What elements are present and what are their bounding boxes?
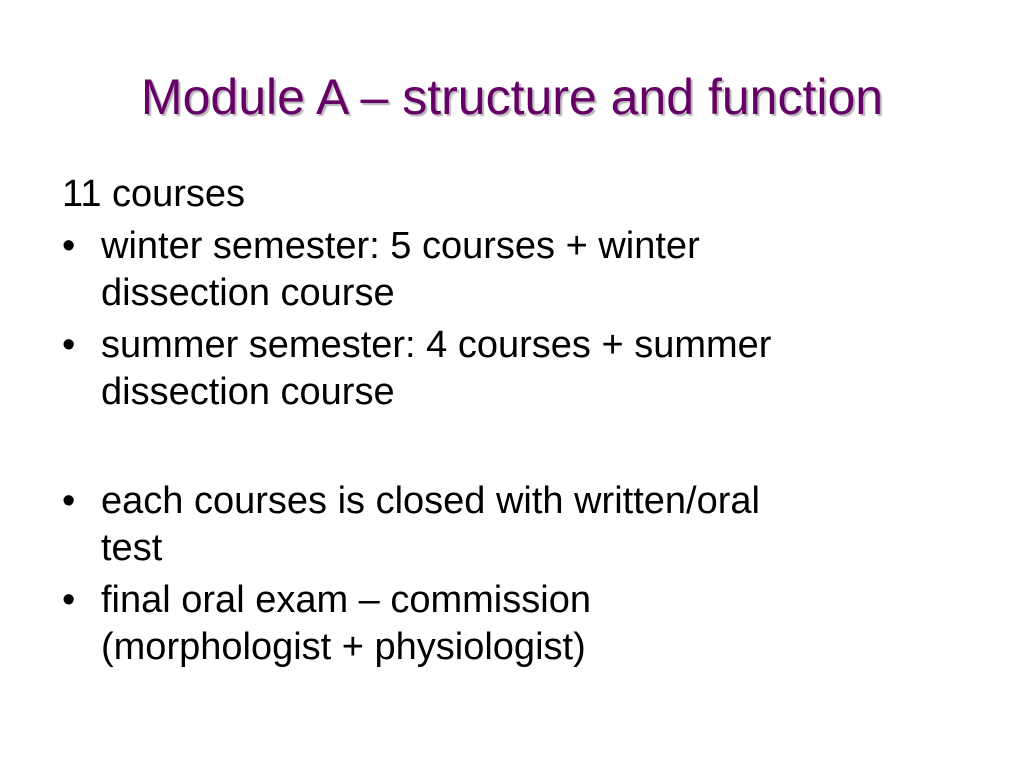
bullet-text — [101, 577, 962, 671]
bullet-item — [62, 577, 962, 671]
bullet-icon: • — [62, 324, 76, 366]
slide-title: Module A – structure and function — [140, 69, 884, 125]
bullet-line: each courses is closed with written/oral — [101, 480, 760, 522]
bullet-line: winter semester: 5 courses + winter — [101, 225, 700, 267]
bullet-item — [62, 322, 962, 416]
bullet-item — [62, 223, 962, 317]
bullet-text — [101, 322, 962, 416]
intro-line: 11 courses — [62, 173, 246, 215]
bullet-icon: • — [62, 225, 76, 267]
bullet-icon: • — [62, 480, 76, 522]
bullet-line: (morphologist + physiologist) — [101, 626, 586, 668]
bullet-line: dissection course — [101, 272, 395, 314]
slide-body — [62, 171, 962, 676]
bullet-text — [101, 223, 962, 317]
paragraph-spacer — [62, 421, 962, 478]
bullet-icon: • — [62, 579, 76, 621]
bullet-line: test — [101, 527, 163, 569]
bullet-text — [101, 478, 962, 572]
bullet-item — [62, 478, 962, 572]
bullet-line: final oral exam – commission — [101, 579, 591, 621]
bullet-line: summer semester: 4 courses + summer — [101, 324, 772, 366]
bullet-line: dissection course — [101, 371, 395, 413]
